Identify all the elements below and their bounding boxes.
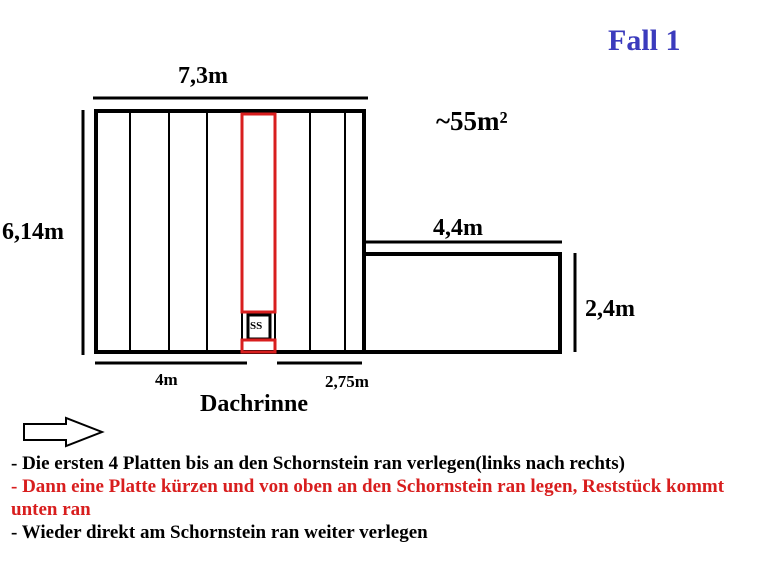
top-width-label: 7,3m	[178, 63, 228, 89]
main-roof-outline	[96, 111, 364, 352]
cut-panel-upper	[242, 114, 275, 312]
right-width-label: 4,4m	[433, 215, 483, 241]
left-height-label: 6,14m	[2, 219, 64, 245]
note-1: - Die ersten 4 Platten bis an den Schornstein ran verlegen(links nach rechts)	[11, 453, 625, 474]
area-label: ~55m²	[436, 106, 508, 136]
bottom-left-length-label: 4m	[155, 370, 178, 389]
bottom-right-length-label: 2,75m	[325, 372, 369, 391]
annex-roof-outline	[364, 254, 560, 352]
right-height-label: 2,4m	[585, 296, 635, 322]
chimney-label: SS	[250, 320, 263, 332]
case-title: Fall 1	[608, 24, 681, 57]
instruction-notes	[11, 452, 751, 544]
gutter-label: Dachrinne	[200, 391, 308, 417]
note-2: - Dann eine Platte kürzen und von oben an den Schornstein ran legen, Reststück kommt unten ran	[11, 476, 725, 520]
note-3: - Wieder direkt am Schornstein ran weiter verlegen	[11, 522, 428, 543]
right-arrow-icon	[24, 418, 102, 446]
